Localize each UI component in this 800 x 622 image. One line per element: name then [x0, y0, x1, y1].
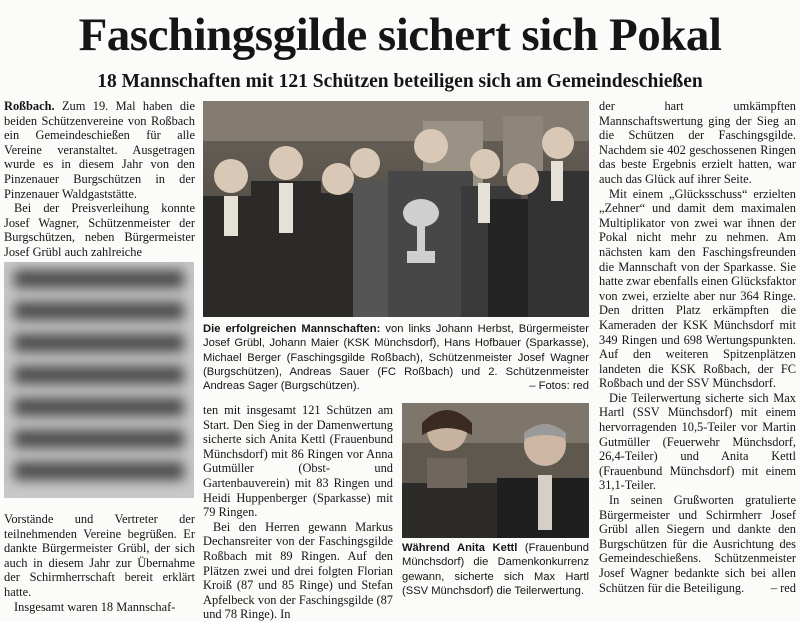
column-2-para-2: Bei den Herren gewann Markus Dechansreiter von der Faschingsgilde Roßbach mit 89 Ringen. Auf den Plätzen zwei und drei folgten Florian Kroiß (87 und 85 Ringe) und Stefan Apfelbeck von der Faschingsgilde (87 und 78 Ringe). In	[203, 519, 393, 622]
column-1-top	[4, 99, 195, 260]
column-3-para-1: der hart umkämpften Mannschaftswertung ging der Sieg an die Schützen der Faschingsgilde. Nachdem sie 402 geschossenen Ringen das beste Ergebnis erzielt hatten, war auch das Glück auf ihrer Seite.	[599, 99, 796, 186]
column-2-para-1: ten mit insgesamt 121 Schützen am Start. Den Sieg in der Damenwertung sicherte sich Anita Kettl (Frauenbund Münchsdorf) mit 86 Ringen vor Anna Gutmüller (Obst- und Gartenbauverein) mit 83 Ringen und Heidi Huppenberger (Sparkasse) mit 79 Ringen.	[203, 403, 393, 520]
team-photo	[203, 101, 589, 317]
column-1-bottom	[4, 512, 195, 614]
team-photo-image	[203, 101, 589, 317]
column-3-para-4-text: In seinen Grußworten gratulierte Bürgermeister und Schirmherr Josef Grübl allen Siegern und dankte den Burgschützen für die Ausrichtung des Gemeindeschießens. Schützenmeister Josef Wagner bedankte sich bei allen Schützen für die Beteiligung.	[599, 493, 796, 595]
column-3	[599, 99, 796, 595]
team-photo-caption-text: von links Johann Herbst, Bürgermeister Josef Grübl, Johann Maier (KSK Münchsdorf), Hans Hofbauer (Sparkasse), Michael Berger (Faschingsgilde Roßbach), Schützenmeister Josef Wagner (Burgschützen), Andreas Sauer (FC Roßbach) und 2. Schützenmeister Andreas Sager (Burgschützen).	[203, 323, 589, 393]
winners-photo-image	[402, 403, 589, 538]
subheadline: 18 Mannschaften mit 121 Schützen beteiligen sich am Gemeindeschießen	[97, 71, 703, 92]
column-3-para-4	[599, 493, 796, 595]
column-3-para-2: Mit einem „Glücksschuss“ erzielten „Zehner“ und damit dem maximalen Multiplikator von zwei war ihnen der Pokal nicht mehr zu nehmen. Am nächsten kam den Faschingsfreunden die Mannschaft von der Sparkasse. Sie hatte zwar ebenfalls einen Glücksfaktor von zwei, erzielte aber nur 364 Ringe. Den dritten Platz erkämpften die Kameraden der KSK Münchsdorf mit 349 Ringen und 698 Wertungspunkten. Auf den weiteren Spitzenplätzen landeten die KSK Roßbach, der FC Roßbach und der SSV Münchsdorf.	[599, 186, 796, 391]
winners-photo-caption	[402, 541, 589, 598]
team-photo-caption-lead: Die erfolgreichen Mannschaften:	[203, 323, 381, 335]
headline: Faschingsgilde sichert sich Pokal	[78, 9, 722, 61]
dateline: Roßbach.	[4, 99, 55, 113]
team-photo-caption	[203, 322, 589, 393]
column-1-para-1	[4, 99, 195, 201]
article-credit: – red	[770, 580, 796, 595]
column-1-para-2: Bei der Preisverleihung konnte Josef Wagner, Schützenmeister der Burgschützen, neben Bürgermeister Josef Grübl auch zahlreiche	[4, 201, 195, 259]
photo-credit: – Fotos: red	[529, 380, 589, 393]
winners-photo	[402, 403, 589, 538]
column-1-para-4: Insgesamt waren 18 Mannschaf-	[14, 599, 176, 614]
winners-photo-caption-text: (Frauenbund Münchsdorf) die Damenkonkurrenz gewann, sicherte sich Max Hartl (SSV Münchsdorf) die Teilerwertung.	[402, 542, 589, 597]
column-2	[203, 403, 393, 622]
winners-photo-caption-lead: Während Anita Kettl	[402, 542, 518, 554]
column-1-para-3: Vorstände und Vertreter der teilnehmenden Vereine begrüßen. Er dankte Bürgermeister Grübl, der sich auch in diesem Jahr zur Übernahme der Schirmherrschaft bereit erklärt hatte.	[4, 512, 195, 599]
column-1-para-1-text: Zum 19. Mal haben die beiden Schützenvereine von Roßbach ein Gemeindeschießen für alle Vereine veranstaltet. Ausgetragen wurde es in diesem Jahr von den Pinzenauer Burgschützen in der Pinzenauer Waldgaststätte.	[4, 99, 195, 201]
blurred-advertisement	[4, 262, 194, 498]
column-3-para-3: Die Teilerwertung sicherte sich Max Hartl (SSV Münchsdorf) mit einem hervorragenden 10,5-Teiler vor Martin Gutmüller (Feuerwehr Münchsdorf, 26,4-Teiler) und Anita Kettl (Frauenbund Münchsdorf) mit einem 31,1-Teiler.	[599, 390, 796, 493]
